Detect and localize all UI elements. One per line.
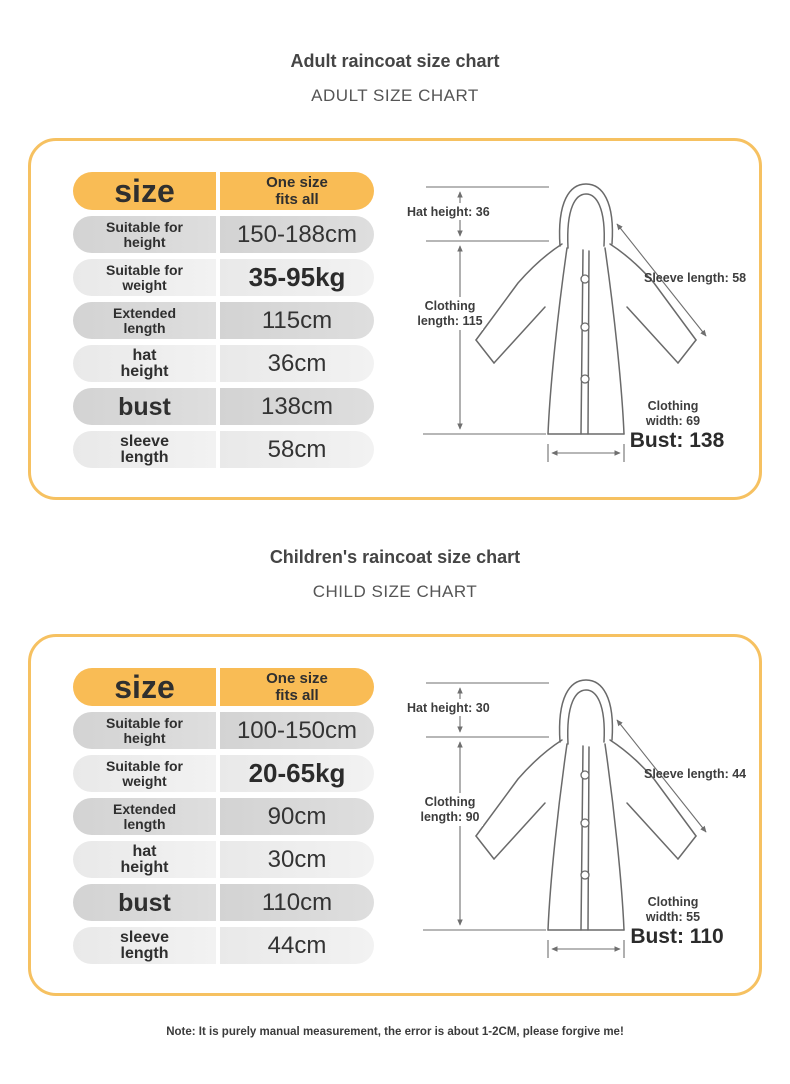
child-section-title: Children's raincoat size chart <box>269 547 521 567</box>
size-header-cell <box>73 668 216 706</box>
row-label: sleeve length <box>73 431 216 468</box>
adult-size-board <box>28 138 762 500</box>
table-row-sleeve-length <box>73 431 374 468</box>
raincoat-outline <box>476 184 696 434</box>
row-label: Extended length <box>73 798 216 835</box>
size-header-label: size <box>114 173 175 209</box>
size-chart-page <box>0 51 790 1038</box>
child-raincoat-diagram <box>401 647 761 983</box>
row-value: 110cm <box>220 884 374 921</box>
fit-header-cell <box>220 172 374 210</box>
table-row-height <box>73 712 374 749</box>
row-label: Suitable for height <box>73 712 216 749</box>
fit-header-line2: fits all <box>275 687 319 704</box>
hat-height-label: Hat height: 30 <box>407 701 490 715</box>
sleeve-length-label: Sleeve length: 44 <box>644 767 747 781</box>
adult-raincoat-diagram <box>401 151 761 487</box>
adult-raincoat-diagram-svg <box>401 151 761 487</box>
clothing-length-label-line2: length: 90 <box>420 810 480 824</box>
fit-header-line1: One size <box>266 670 328 687</box>
raincoat-outline <box>476 680 696 930</box>
child-raincoat-diagram-svg <box>401 647 761 983</box>
table-header-row <box>73 172 374 210</box>
table-row-sleeve-length <box>73 927 374 964</box>
table-row-extended-length <box>73 302 374 339</box>
row-label: Suitable for height <box>73 216 216 253</box>
adult-section-subtitle: ADULT SIZE CHART <box>311 86 479 105</box>
child-section <box>0 547 790 996</box>
clothing-width-label-line2: width: 69 <box>645 414 701 428</box>
clothing-length-label-line1: Clothing <box>424 795 476 809</box>
clothing-length-label-line1: Clothing <box>424 299 476 313</box>
fit-header-line1: One size <box>266 174 328 191</box>
table-row-bust <box>73 388 374 425</box>
table-header-row <box>73 668 374 706</box>
clothing-length-label-line2: length: 115 <box>417 314 483 328</box>
row-label: hat height <box>73 841 216 878</box>
table-row-weight <box>73 755 374 792</box>
adult-size-table <box>73 172 374 474</box>
size-header-cell <box>73 172 216 210</box>
adult-section-title: Adult raincoat size chart <box>290 51 500 71</box>
table-row-hat-height <box>73 345 374 382</box>
row-value: 35-95kg <box>220 259 374 296</box>
row-label: Suitable for weight <box>73 259 216 296</box>
row-label: hat height <box>73 345 216 382</box>
hat-height-label: Hat height: 36 <box>407 205 490 219</box>
row-label: Suitable for weight <box>73 755 216 792</box>
size-header-label: size <box>114 669 175 705</box>
row-label: bust <box>73 884 216 921</box>
row-label: sleeve length <box>73 927 216 964</box>
row-value: 150-188cm <box>220 216 374 253</box>
row-label: bust <box>73 388 216 425</box>
table-row-hat-height <box>73 841 374 878</box>
bust-label: Bust: 138 <box>629 429 725 452</box>
fit-header-cell <box>220 668 374 706</box>
table-row-weight <box>73 259 374 296</box>
clothing-width-label-line1: Clothing <box>647 895 699 909</box>
row-label: Extended length <box>73 302 216 339</box>
fit-header-line2: fits all <box>275 191 319 208</box>
row-value: 58cm <box>220 431 374 468</box>
row-value: 44cm <box>220 927 374 964</box>
row-value: 20-65kg <box>220 755 374 792</box>
clothing-width-label-line2: width: 55 <box>645 910 701 924</box>
child-section-subtitle: CHILD SIZE CHART <box>312 582 478 601</box>
row-value: 36cm <box>220 345 374 382</box>
row-value: 138cm <box>220 388 374 425</box>
measurement-note: Note: It is purely manual measurement, the error is about 1-2CM, please forgive me! <box>166 1026 624 1038</box>
clothing-width-label-line1: Clothing <box>647 399 699 413</box>
sleeve-length-label: Sleeve length: 58 <box>644 271 747 285</box>
row-value: 30cm <box>220 841 374 878</box>
child-size-board <box>28 634 762 996</box>
bust-label: Bust: 110 <box>630 925 724 948</box>
row-value: 115cm <box>220 302 374 339</box>
table-row-height <box>73 216 374 253</box>
table-row-extended-length <box>73 798 374 835</box>
row-value: 90cm <box>220 798 374 835</box>
row-value: 100-150cm <box>220 712 374 749</box>
child-size-table <box>73 668 374 970</box>
adult-section <box>0 51 790 500</box>
table-row-bust <box>73 884 374 921</box>
